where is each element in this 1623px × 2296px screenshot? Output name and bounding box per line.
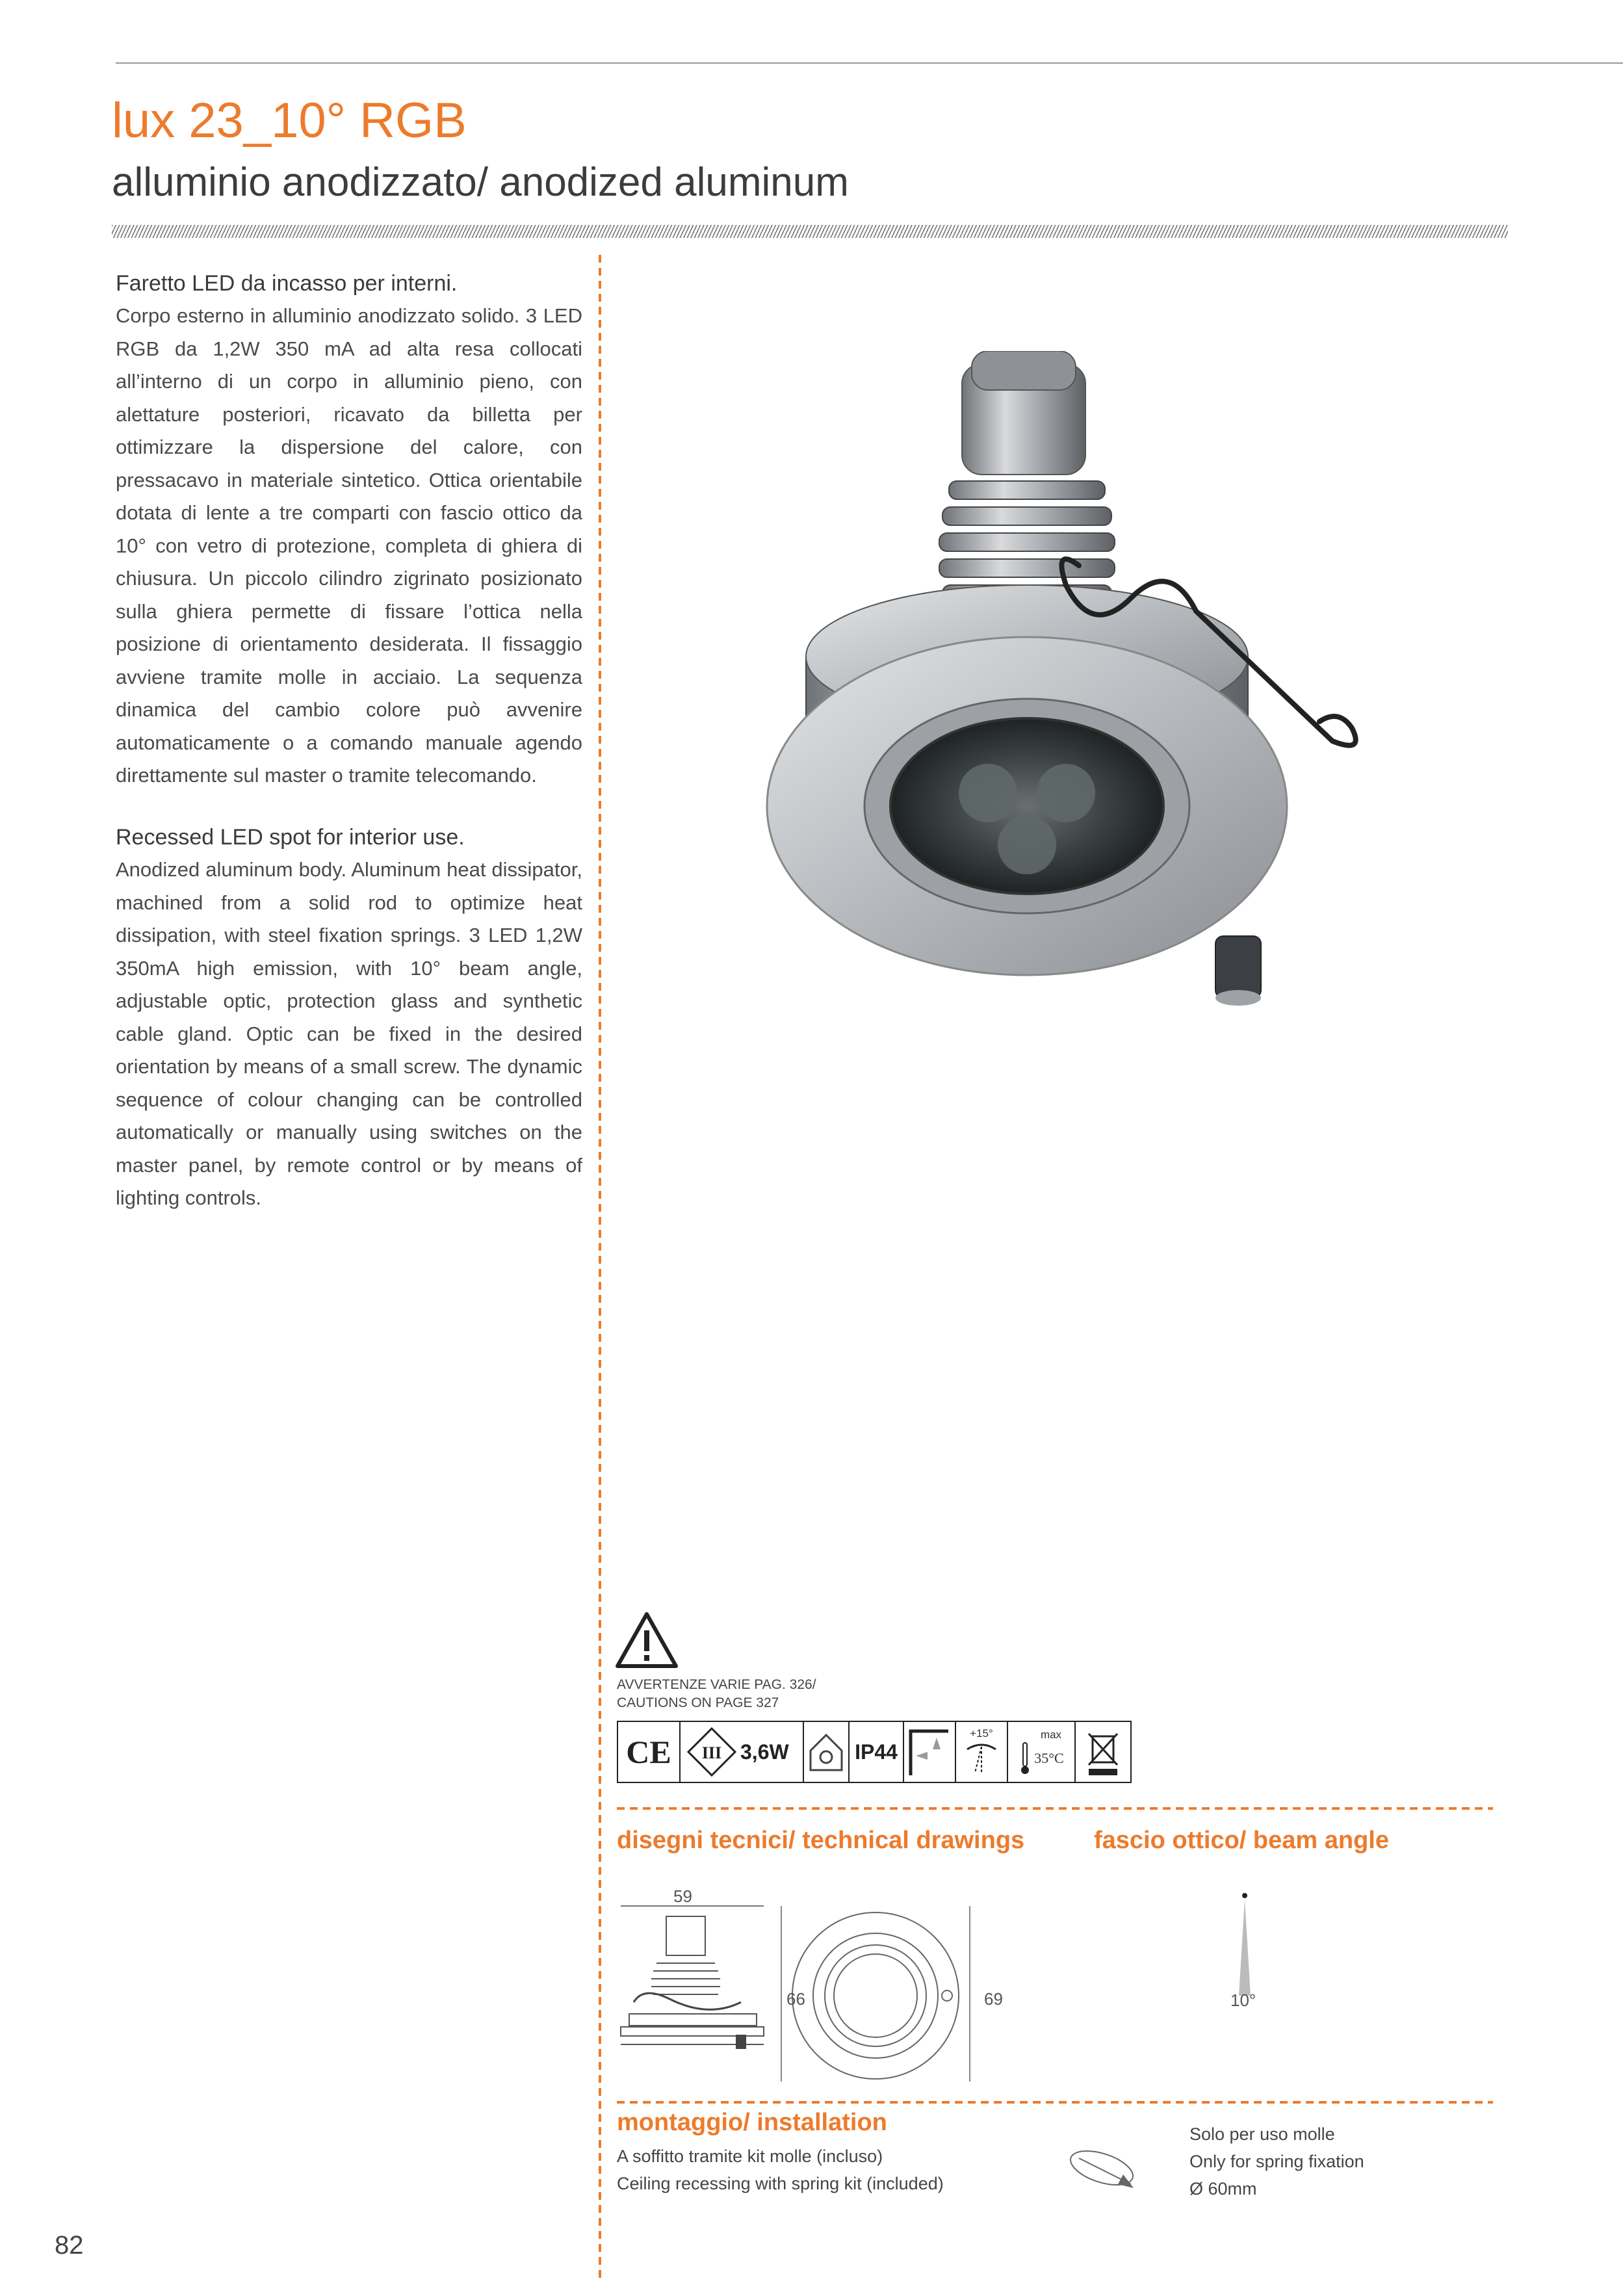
ip-rating: IP44 xyxy=(855,1740,898,1764)
description-it xyxy=(116,272,582,792)
beam-angle-value: 10° xyxy=(1230,1990,1256,2010)
description-en-body: Anodized aluminum body. Aluminum heat dissipator, machined from a solid rod to optimize heat dissipation, with steel fixation springs. 3 LED 1,2W 350mA high emission, with 10° beam angle, adjustable optic, protection glass and synthetic cable gland. Optic can be fixed in the desired orientation by means of a small screw. The dynamic sequence of colour changing can be controlled automatically or manually using switches on the master panel, by remote control or by means of lighting controls. xyxy=(116,858,582,1210)
warning-text-2: CAUTIONS ON PAGE 327 xyxy=(617,1695,779,1710)
description-en-heading: Recessed LED spot for interior use. xyxy=(116,825,465,850)
max-label: max xyxy=(1040,1729,1062,1741)
section-technical-drawings: disegni tecnici/ technical drawings xyxy=(617,1827,1025,1854)
tilt-icon xyxy=(962,1740,1001,1777)
ce-mark: CE xyxy=(618,1722,681,1782)
warning-icon xyxy=(614,1611,679,1669)
power-rating: 3,6W xyxy=(740,1740,789,1764)
page-subtitle: alluminio anodizzato/ anodized aluminum xyxy=(112,160,849,205)
class-power-cell xyxy=(681,1722,804,1782)
spring-fixation-icon xyxy=(1066,2145,1137,2191)
section-beam-angle: fascio ottico/ beam angle xyxy=(1094,1827,1389,1854)
description-it-body: Corpo esterno in alluminio anodizzato solido. 3 LED RGB da 1,2W 350 mA ad alta resa collocati all’interno di un corpo in alluminio pieno, con alettature posteriori, ricavato da billetta per ottimizzare la dispersione del calore, con pressacavo in materiale sintetico. Ottica orientabile dotata di lente a tre comparti con fascio ottico da 10° con vetro di protezione, completa di ghiera di chiusura. Un piccolo cilindro zigrinato posizionato sulla ghiera permette di fissare l’ottica nella posizione di orientamento desiderata. Il fissaggio avviene tramite molle in acciaio. La sequenza dinamica del cambio colore può avvenire automaticamente o a comando manuale agendo direttamente sul master o tramite telecomando. xyxy=(116,304,582,787)
product-image xyxy=(715,351,1404,1021)
page-number: 82 xyxy=(55,2231,84,2260)
tilt-angle: +15° xyxy=(970,1727,993,1740)
class-iii-icon xyxy=(686,1726,738,1778)
dim-width-label: 59 xyxy=(673,1886,692,1906)
page-title: lux 23_10° RGB xyxy=(112,93,467,148)
installation-note-3: Ø 60mm xyxy=(1189,2179,1257,2198)
section-installation: montaggio/ installation xyxy=(617,2109,887,2136)
warning-text-1: AVVERTENZE VARIE PAG. 326/ xyxy=(617,1677,816,1692)
max-temperature: 35°C xyxy=(1034,1750,1064,1766)
tilt-cell xyxy=(956,1722,1008,1782)
beam-angle-drawing xyxy=(1228,1892,1261,2002)
description-en xyxy=(116,826,582,1215)
installation-line-1: A soffitto tramite kit molle (incluso) xyxy=(617,2146,883,2166)
distance-icon xyxy=(904,1722,956,1782)
indoor-icon xyxy=(804,1722,850,1782)
side-view-drawing xyxy=(617,1905,767,2061)
svg-text:III: III xyxy=(701,1743,722,1762)
spec-symbols xyxy=(617,1721,1132,1783)
dim-height-label: 66 xyxy=(786,1989,805,2009)
top-rule xyxy=(116,62,1623,64)
hatch-divider xyxy=(112,225,1508,238)
thermometer-icon xyxy=(1019,1742,1032,1775)
description-it-heading: Faretto LED da incasso per interni. xyxy=(116,271,458,296)
ip-rating-cell xyxy=(850,1722,904,1782)
weee-bin-icon xyxy=(1076,1722,1130,1782)
dashed-divider-2 xyxy=(617,2101,1493,2104)
dim-diameter-label: 69 xyxy=(984,1989,1003,2009)
vertical-dashed-divider xyxy=(599,255,601,2283)
temperature-cell xyxy=(1008,1722,1076,1782)
installation-line-2: Ceiling recessing with spring kit (included) xyxy=(617,2174,944,2193)
installation-note-1: Solo per uso molle xyxy=(1189,2124,1335,2144)
dashed-divider-1 xyxy=(617,1807,1493,1810)
installation-note-2: Only for spring fixation xyxy=(1189,2152,1364,2171)
